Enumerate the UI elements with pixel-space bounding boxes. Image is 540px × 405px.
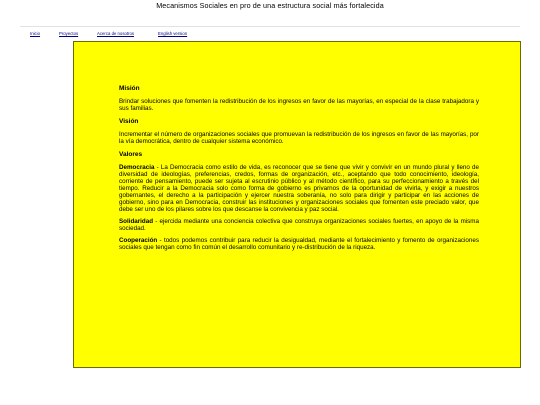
valor-democracia [119,164,479,213]
vision-heading: Visión [119,118,139,125]
nav-link-proyectos[interactable]: Proyectos [59,31,79,36]
mision-text: Brindar soluciones que fomenten la redistribución de los ingresos en favor de las mayorías, en especial de la clase trabajadora y sus familias. [119,98,479,112]
valor-democracia-text: - La Democracia como estilo de vida, es reconocer que se tiene que vivir y convivir en un mundo plural y lleno de diversidad de ideologías, preferencias, credos, formas de organización, etc., aceptando que todo conocimiento, ideología, corriente de pensamiento, puede ser sujeta al escrutinio público y al método científico, para su perfeccionamiento a través del tiempo. Reducir a la Democracia solo como forma de gobierno es privarnos de la oportunidad de vivirla, y exigir a nuestros gobernantes, el derecho a la participación y ejercer nuestra soberanía, no solo para dirigir y participar en las acciones de gobierno, sino para en Democracia, construir las instituciones y organizaciones sociales que fomenten este preciado valor, que debe ser uno de los pilares sobre los que descanse la convivencia y paz social. [119,164,479,213]
site-title: Mecanismos Sociales en pro de una estructura social más fortalecida [156,1,384,10]
nav-link-inicio[interactable]: Inicio [30,31,41,36]
valor-cooperacion [119,237,479,251]
valor-solidaridad-text: - ejercida mediante una conciencia colectiva que construya organizaciones sociales fuertes, en apoyo de la misma sociedad. [119,218,479,232]
valor-solidaridad-term: Solidaridad [119,218,154,225]
content-panel [73,41,521,368]
content-body [119,85,479,256]
nav-link-english-version[interactable]: English version [158,31,188,36]
valor-solidaridad [119,218,479,232]
valores-heading: Valores [119,151,143,158]
nav-divider [20,26,520,27]
valor-cooperacion-text: - todos podemos contribuir para reducir la desigualdad, mediante el fortalecimiento y fomento de organizaciones sociales que tengan como fin común el desarrollo comunitario y re-distribución de la riqueza. [119,237,479,251]
nav-link-acerca-de-nosotros[interactable]: Acerca de nosotros [97,31,135,36]
valor-cooperacion-term: Cooperación [119,237,158,244]
vision-text: Incrementar el número de organizaciones sociales que promuevan la redistribución de los ingresos en favor de las mayorías, por la vía democrática, dentro de cualquier sistema económico. [119,131,479,145]
valor-democracia-term: Democracia [119,164,155,171]
mision-heading: Misión [119,85,140,92]
